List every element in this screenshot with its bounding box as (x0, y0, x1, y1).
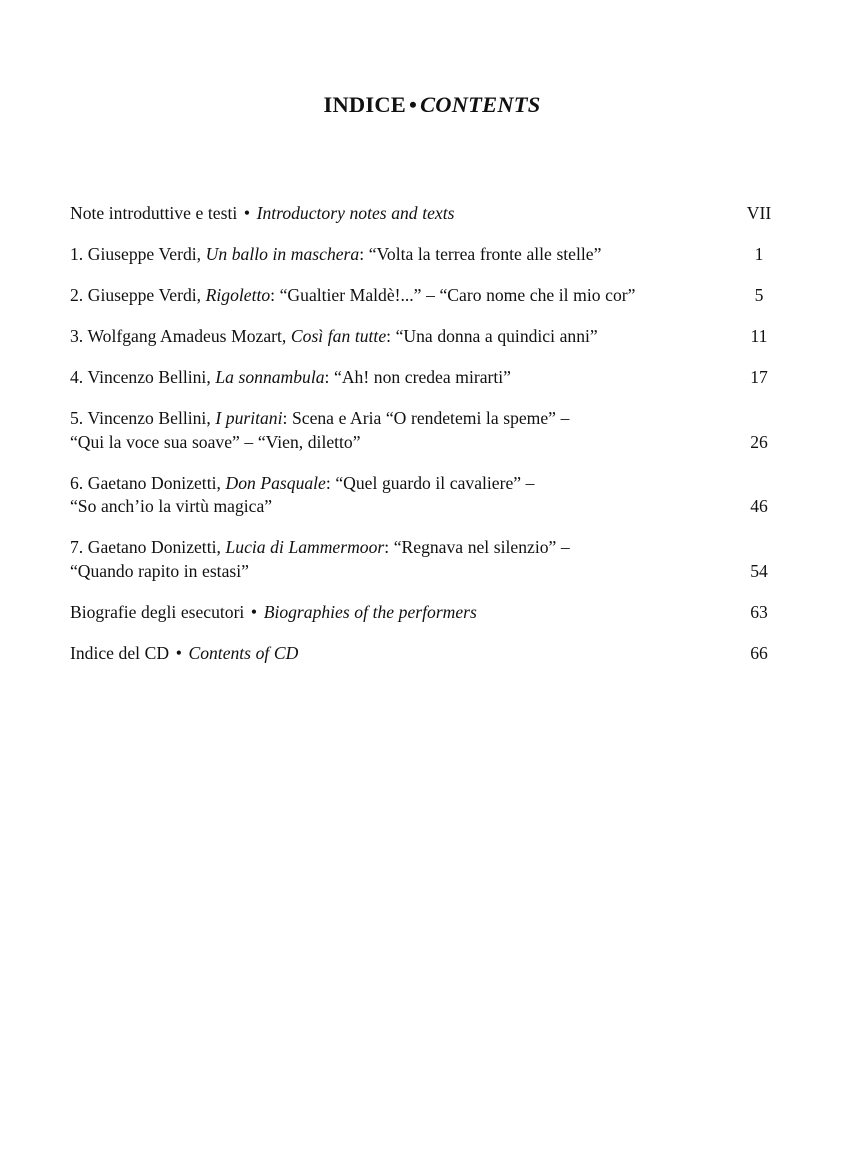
entry-text-segment: : “Regnava nel silenzio” – (384, 537, 570, 557)
entry-text-segment: : Scena e Aria “O rendetemi la speme” – (282, 408, 570, 428)
toc-page-number[interactable]: 63 (750, 601, 768, 622)
work-title: Contents of CD (183, 642, 299, 663)
toc-entry-line (70, 536, 710, 560)
bullet-separator: • (175, 642, 182, 663)
toc-entry-line (70, 325, 710, 349)
entry-text-segment: “Qui la voce sua soave” – “Vien, diletto” (70, 431, 361, 452)
toc-entry-line (70, 601, 710, 625)
toc-entry-text (70, 472, 710, 519)
entry-text-segment: Biografie degli esecutori (70, 601, 249, 622)
toc-entry-text (70, 601, 710, 625)
entry-text-segment: Note introduttive e testi (70, 203, 242, 223)
toc-entry-line (70, 284, 710, 308)
toc-entry-text (70, 407, 710, 454)
toc-entry-text (70, 325, 710, 349)
entry-text-segment: : “Volta la terrea fronte alle stelle” (359, 244, 602, 264)
entry-text-segment: 4. Vincenzo Bellini, (70, 367, 216, 387)
toc-page-number[interactable]: 46 (750, 496, 768, 516)
toc-page-number[interactable]: 1 (754, 244, 764, 264)
entry-text-segment: “So anch’io la virtù magica” (70, 496, 273, 516)
entry-text-segment: : “Una donna a quindici anni” (386, 326, 598, 346)
toc-entry[interactable] (70, 642, 794, 666)
toc-page-number[interactable]: 11 (750, 326, 768, 346)
toc-entry[interactable] (70, 366, 794, 390)
entry-text-segment: : “Gualtier Maldè!...” – “Caro nome che il mio cor” (270, 285, 636, 305)
toc-entry-text (70, 202, 710, 226)
work-title: Introductory notes and texts (252, 203, 455, 223)
toc-entry-line (70, 366, 710, 390)
toc-entry-line (70, 495, 710, 519)
entry-text-segment: “Quando rapito in estasi” (70, 560, 249, 581)
entry-text-segment: 3. Wolfgang Amadeus Mozart, (70, 326, 291, 346)
page-title-english: CONTENTS (420, 92, 541, 117)
toc-entry-line (70, 472, 710, 496)
toc-page-number[interactable]: VII (746, 203, 772, 223)
toc-entry-line (70, 560, 710, 584)
toc-entry[interactable] (70, 202, 794, 226)
toc-page-number[interactable]: 26 (750, 431, 768, 452)
work-title: Lucia di Lammermoor (225, 537, 385, 557)
toc-entry-line (70, 202, 710, 226)
bullet-separator: • (243, 203, 250, 223)
entry-text-segment: : “Quel guardo il cavaliere” – (325, 472, 535, 493)
work-title: Don Pasquale (225, 472, 326, 493)
toc-page-number[interactable]: 17 (750, 367, 768, 387)
page-title-italian: INDICE (323, 92, 406, 117)
page-title-bullet: • (409, 92, 418, 117)
toc-entry-line (70, 431, 710, 455)
toc-entry-line (70, 243, 710, 267)
entry-text-segment: 5. Vincenzo Bellini, (70, 408, 216, 428)
toc-page-number[interactable]: 66 (750, 642, 768, 663)
work-title: I puritani (215, 408, 283, 428)
toc-entry-line (70, 407, 710, 431)
entry-text-segment: : “Ah! non credea mirarti” (324, 367, 511, 387)
toc-entry[interactable] (70, 601, 794, 625)
work-title: Un ballo in maschera (205, 244, 360, 264)
page-title (0, 92, 864, 118)
toc-entry-text (70, 243, 710, 267)
toc-page-number[interactable]: 5 (754, 285, 764, 305)
toc-entry-text (70, 536, 710, 583)
toc-entry-text (70, 642, 710, 666)
toc-entry-text (70, 366, 710, 390)
toc-entry[interactable] (70, 472, 794, 519)
toc-entry[interactable] (70, 325, 794, 349)
bullet-separator: • (250, 601, 258, 622)
toc-entry[interactable] (70, 284, 794, 308)
toc-entry[interactable] (70, 243, 794, 267)
toc-entry[interactable] (70, 407, 794, 454)
toc-entry-line (70, 642, 710, 666)
work-title: Rigoletto (205, 285, 271, 305)
table-of-contents-list (70, 202, 794, 683)
work-title: La sonnambula (215, 367, 325, 387)
work-title: Biographies of the performers (259, 601, 477, 622)
entry-text-segment: 6. Gaetano Donizetti, (70, 472, 226, 493)
toc-entry-text (70, 284, 710, 308)
entry-text-segment: 2. Giuseppe Verdi, (70, 285, 206, 305)
entry-text-segment: 7. Gaetano Donizetti, (70, 537, 226, 557)
entry-text-segment: 1. Giuseppe Verdi, (70, 244, 206, 264)
toc-page-number[interactable]: 54 (750, 560, 768, 581)
toc-entry[interactable] (70, 536, 794, 583)
work-title: Così fan tutte (290, 326, 387, 346)
entry-text-segment: Indice del CD (70, 642, 174, 663)
